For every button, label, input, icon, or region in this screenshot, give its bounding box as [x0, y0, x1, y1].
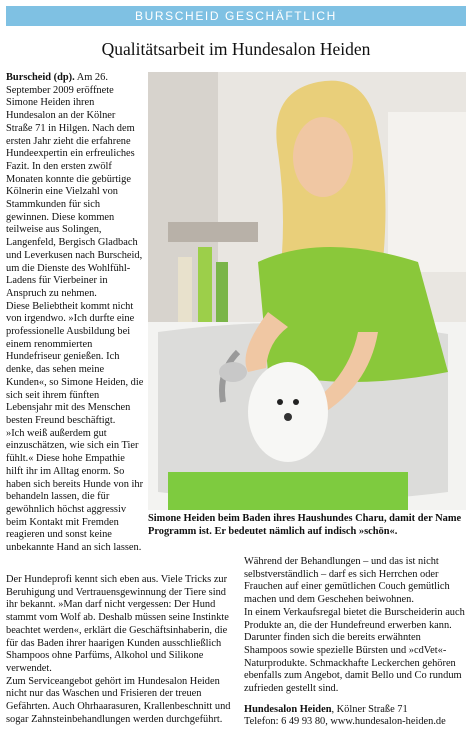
paragraph-1 [6, 72, 144, 301]
contact-info [244, 704, 466, 717]
paragraph-3: »Ich weiß außerdem gut einzuschätzen, wie sich ein Tier fühlt.« Diese hohe Empathie hilft ihr im Alltag enorm. So haben sich bereits Hunde von ihr behandeln lassen, die für gewöhnlich höchst aggressiv beim Kontakt mit Fremden reagieren und sonst keine unbekannte Hand an sich lassen. [6, 427, 144, 554]
article-headline: Qualitätsarbeit im Hundesalon Heiden [101, 39, 371, 59]
groomer-bathing-dog-image [148, 72, 466, 510]
left-text-column [6, 72, 144, 555]
paragraph-7: In einem Verkaufsregal bietet die Burscheiderin auch Produkte an, die der Hundefreund erwerben kann. Darunter finden sich die bereits erwähnten Shampoos sowie spezielle Bürsten und »cdVet«-Naturprodukte. Schmackhafte Leckerchen gehören ebenfalls zum Angebot, damit Bello und Co rundum zufrieden gestellt sind. [244, 606, 465, 695]
bottom-left-text-column [6, 574, 240, 726]
paragraph-1-text: Am 26. September 2009 eröffnete Simone Heiden ihren Hundesalon an der Kölner Straße 71 in Hilgen. Nach dem ersten Jahr zieht die erfahrene Hundeexpertin ein erfreuliches Fazit. In den ersten zwölf Monaten konnte die gebürtige Kölnerin eine Vielzahl von Stammkunden für sich gewinnen. Diese kommen teilweise aus Solingen, Langenfeld, Bergisch Gladbach und Leverkusen nach Burscheid, um die Dienste des Wohlfühl-Ladens für Vierbeiner in Anspruch zu nehmen. [6, 72, 143, 299]
paragraph-6: Während der Behandlungen – und das ist nicht selbstverständlich – darf es sich Herrchen oder Frauchen auf einer gemütlichen Couch gemütlich machen und dem Geschehen beiwohnen. [244, 556, 450, 606]
contact-address: , Kölner Straße 71 [331, 703, 408, 715]
dateline: Burscheid (dp). [6, 72, 75, 83]
photo-caption: Simone Heiden beim Baden ihres Haushundes Charu, damit der Name Programm ist. Er bedeutet nämlich auf indisch »schön«. [148, 513, 462, 537]
paragraph-2: Diese Beliebtheit kommt nicht von irgendwo. »Ich durfte eine professionelle Ausbildung bei einem renommierten Hundefriseur genießen. Ich denke, das sehen meine Kunden«, so Simone Heiden, die sich seit ihrem fünften Lebensjahr mit des Menschen besten Freund beschäftigt. [6, 300, 144, 426]
paragraph-4: Der Hundeprofi kennt sich eben aus. Viele Tricks zur Beruhigung und Vertrauensgewinnung der Tiere sind ihr bekannt. »Man darf nicht vergessen: Der Hund stammt vom Wolf ab. Deshalb müssen seine Instinkte beachtet werden«, erklärt die Geschäftsinhaberin, die für das Baden ihrer haarigen Kunden ausschließlich Shampoos ohne Parfüms, Alkohol und Silikone verwendet. [6, 574, 229, 674]
paragraph-5: Zum Serviceangebot gehört im Hundesalon Heiden nicht nur das Waschen und Frisieren der treuen Gefährten. Auch Ohrhaarasuren, Krallenbeschnitt und sogar Zahnsteinbehandlungen werden durchgeführt. [6, 675, 231, 725]
section-banner: BURSCHEID GESCHÄFTLICH [6, 6, 466, 26]
contact-phone-web: Telefon: 6 49 93 80, www.hundesalon-heiden.de [244, 716, 446, 728]
article-photo [148, 72, 466, 510]
contact-name: Hundesalon Heiden [244, 703, 332, 715]
bottom-right-text-column [244, 556, 466, 729]
